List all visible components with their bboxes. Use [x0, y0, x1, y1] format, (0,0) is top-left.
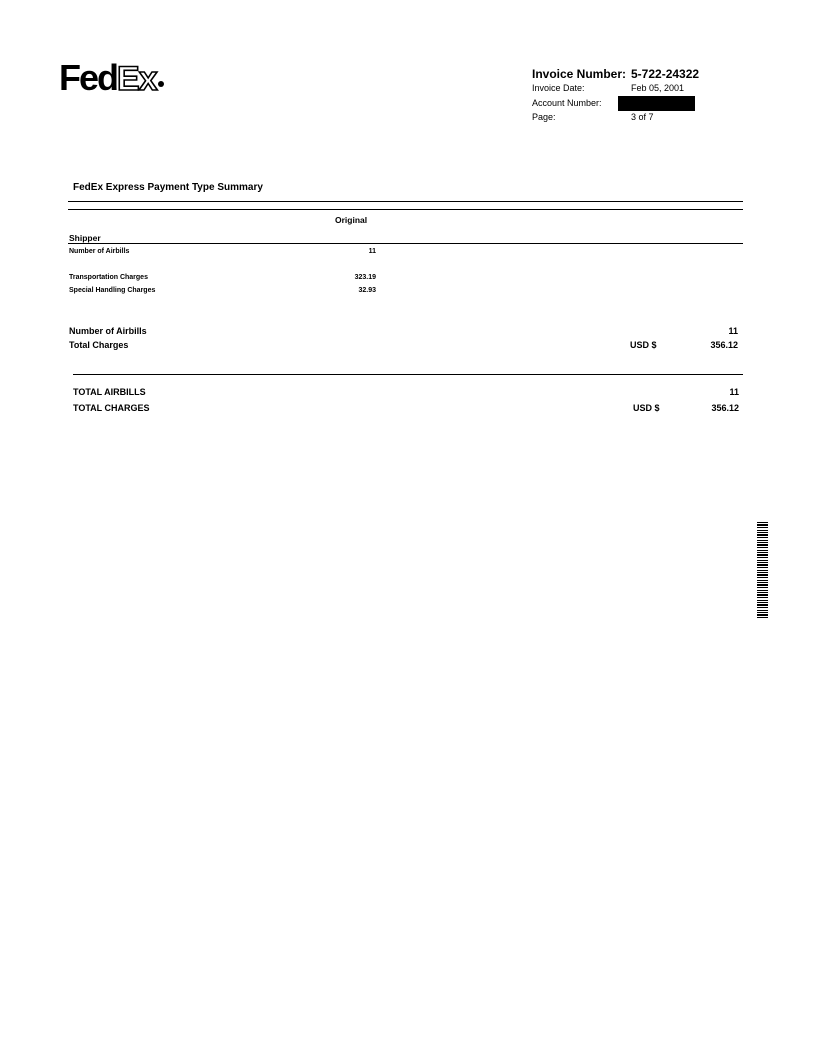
group-label-shipper: Shipper	[69, 233, 101, 243]
invoice-date-label: Invoice Date:	[532, 83, 585, 93]
account-number-redaction	[618, 96, 695, 111]
subtotal-airbills-value: 11	[728, 326, 738, 336]
logo-ex-text: Ex	[117, 60, 157, 98]
row-value: 323.19	[354, 274, 376, 281]
logo-fed-text: Fed	[59, 57, 118, 98]
subtotal-currency: USD $	[630, 340, 657, 350]
total-charges-value: 356.12	[711, 403, 739, 413]
total-charges-label: TOTAL CHARGES	[73, 403, 150, 413]
fedex-logo	[59, 57, 157, 98]
subtotal-airbills-label: Number of Airbills	[69, 326, 147, 336]
divider-group	[68, 243, 743, 244]
divider-top-1	[68, 201, 743, 202]
invoice-number-label: Invoice Number:	[532, 67, 627, 81]
page-number: 3 of 7	[631, 112, 654, 122]
divider-top-2	[68, 209, 743, 210]
account-number-label: Account Number:	[532, 98, 602, 108]
section-title: FedEx Express Payment Type Summary	[73, 182, 263, 193]
row-label: Transportation Charges	[69, 274, 148, 281]
invoice-number: 5-722-24322	[631, 67, 700, 81]
row-label: Number of Airbills	[69, 248, 130, 255]
logo-dot	[158, 81, 164, 87]
row-label: Special Handling Charges	[69, 287, 156, 294]
invoice-date: Feb 05, 2001	[631, 83, 685, 93]
page-label: Page:	[532, 112, 556, 122]
total-currency: USD $	[633, 403, 660, 413]
row-value: 32.93	[358, 287, 376, 294]
total-airbills-value: 11	[729, 387, 739, 397]
subtotal-charges-value: 356.12	[710, 340, 738, 350]
barcode	[757, 522, 768, 620]
divider-totals	[73, 374, 743, 375]
row-value: 11	[368, 248, 376, 255]
total-airbills-label: TOTAL AIRBILLS	[73, 387, 146, 397]
subtotal-charges-label: Total Charges	[69, 340, 129, 350]
column-header-original: Original	[335, 215, 368, 225]
